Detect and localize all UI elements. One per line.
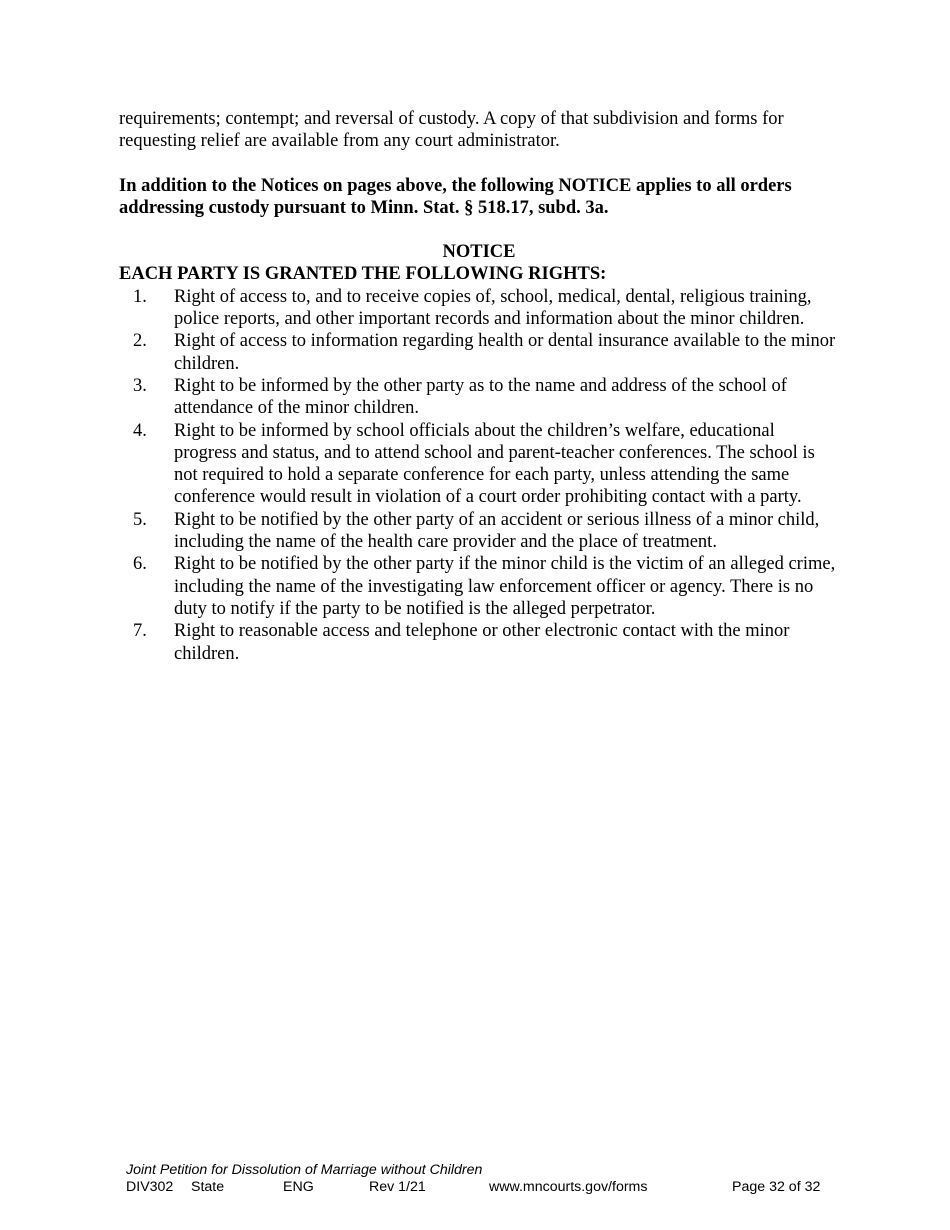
- list-item-text: Right of access to, and to receive copies of, school, medical, dental, religious training, police reports, and other important records and information about the minor children.: [174, 286, 812, 330]
- list-item-number: 2.: [133, 331, 147, 352]
- list-item: [119, 420, 839, 509]
- notice-title: NOTICE: [442, 242, 516, 263]
- page-footer: [126, 1162, 826, 1196]
- list-item: [119, 330, 839, 375]
- footer-url[interactable]: www.mncourts.gov/forms: [489, 1179, 648, 1195]
- list-item-text: Right of access to information regarding health or dental insurance available to the minor children.: [174, 331, 836, 374]
- footer-page-number: Page 32 of 32: [732, 1179, 821, 1195]
- list-item-number: 7.: [133, 621, 147, 642]
- footer-revision: Rev 1/21: [369, 1179, 426, 1195]
- list-item-text: Right to be informed by the other party as to the name and address of the school of attendance of the minor children.: [174, 375, 787, 419]
- list-item-number: 5.: [133, 509, 147, 530]
- intro-paragraph: requirements; contempt; and reversal of custody. A copy of that subdivision and forms for requesting relief are available from any court administrator.: [119, 109, 784, 152]
- footer-language: ENG: [283, 1179, 314, 1195]
- list-item-text: Right to be notified by the other party if the minor child is the victim of an alleged crime, including the name of the investigating law enforcement officer or agency. There is no duty to notify if the party to be notified is the alleged perpetrator.: [174, 554, 836, 619]
- document-body: [119, 108, 839, 665]
- footer-form-code: DIV302: [126, 1179, 174, 1195]
- list-item: [119, 620, 839, 665]
- rights-heading: EACH PARTY IS GRANTED THE FOLLOWING RIGHTS:: [119, 264, 607, 285]
- list-item: [119, 553, 839, 620]
- list-item-text: Right to be informed by school officials about the children’s welfare, educational progress and status, and to attend school and parent-teacher conferences. The school is not required to hold a separate conference for each party, unless attending the same conference would result in violation of a court order prohibiting contact with a party.: [174, 420, 815, 508]
- footer-form-title: Joint Petition for Dissolution of Marriage without Children: [126, 1162, 483, 1178]
- list-item-number: 6.: [133, 554, 147, 575]
- list-item-number: 1.: [133, 286, 147, 307]
- custody-notice-paragraph: In addition to the Notices on pages above, the following NOTICE applies to all orders addressing custody pursuant to Minn. Stat. § 518.17, subd. 3a.: [119, 175, 792, 218]
- list-item: [119, 509, 839, 554]
- rights-list: [119, 286, 839, 665]
- footer-jurisdiction: State: [191, 1179, 225, 1195]
- list-item-number: 4.: [133, 420, 147, 441]
- list-item-text: Right to reasonable access and telephone or other electronic contact with the minor children.: [174, 621, 790, 664]
- footer-meta-row: [126, 1179, 826, 1196]
- list-item-text: Right to be notified by the other party of an accident or serious illness of a minor child, including the name of the health care provider and the place of treatment.: [174, 509, 820, 553]
- list-item-number: 3.: [133, 375, 147, 396]
- list-item: [119, 286, 839, 331]
- list-item: [119, 375, 839, 420]
